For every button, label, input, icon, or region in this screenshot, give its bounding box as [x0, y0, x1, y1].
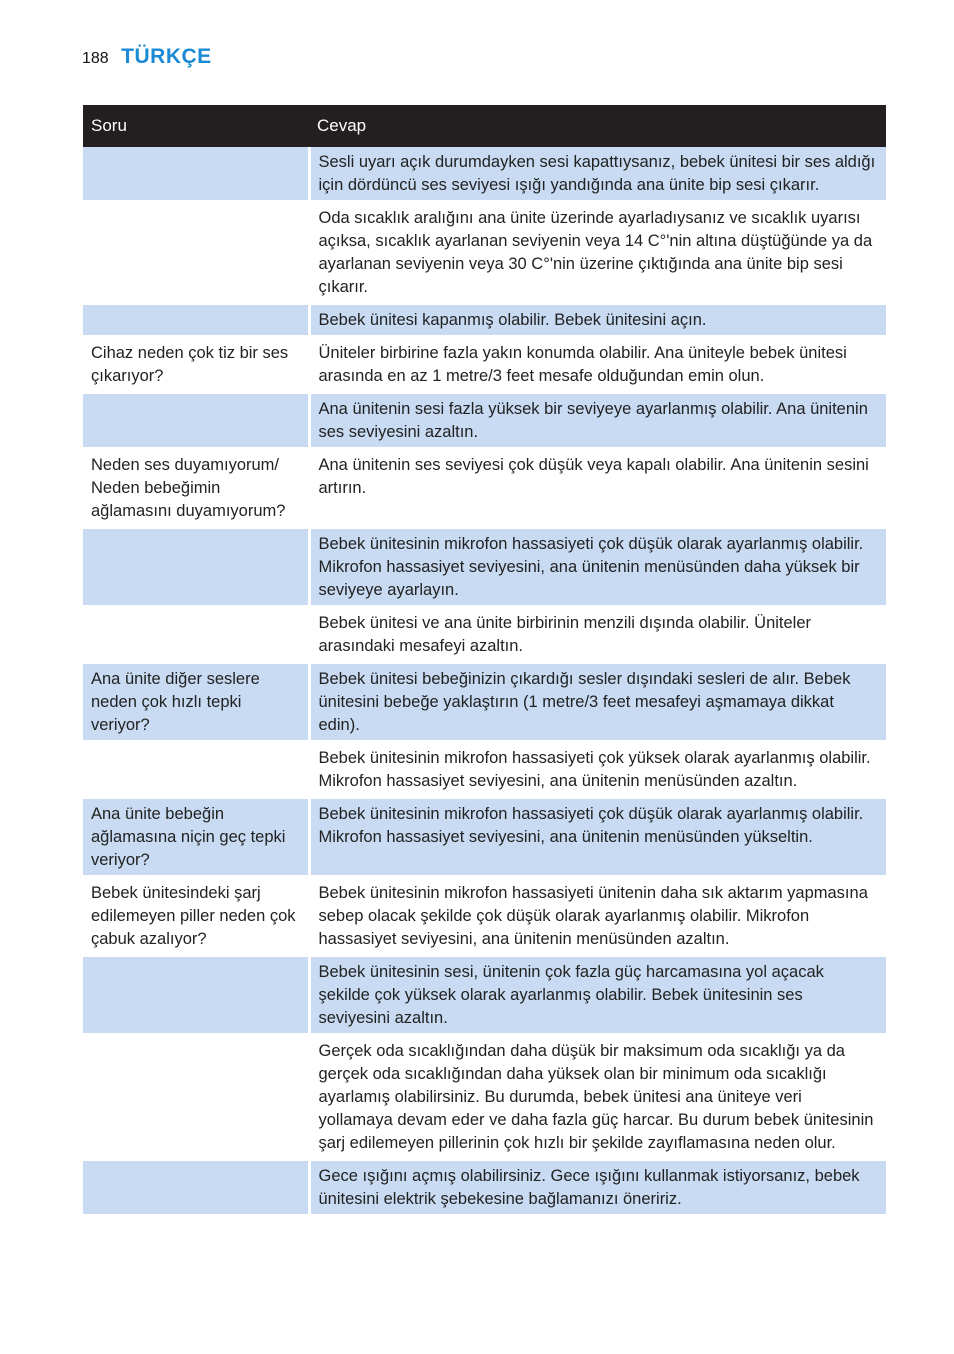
- column-header-answer: Cevap: [309, 105, 886, 147]
- question-cell: [83, 742, 309, 798]
- table-row: [83, 663, 886, 742]
- question-cell: Cihaz neden çok tiz bir ses çıkarıyor?: [83, 337, 309, 393]
- question-cell: [83, 1160, 309, 1215]
- table-row: [83, 528, 886, 607]
- question-cell: [83, 202, 309, 304]
- answer-cell: Bebek ünitesi ve ana ünite birbirinin menzili dışında olabilir. Üniteler arasındaki mesafeyi azaltın.: [309, 607, 886, 663]
- question-cell: [83, 607, 309, 663]
- answer-cell: Bebek ünitesi bebeğinizin çıkardığı sesler dışındaki sesleri de alır. Bebek ünitesini bebeğe yaklaştırın (1 metre/3 feet mesafeyi aşmamaya dikkat edin).: [309, 663, 886, 742]
- table-row: [83, 1035, 886, 1160]
- table-row: [83, 607, 886, 663]
- question-cell: Neden ses duyamıyorum/ Neden bebeğimin ağlamasını duyamıyorum?: [83, 449, 309, 528]
- table-row: [83, 798, 886, 877]
- question-cell: [83, 304, 309, 337]
- question-cell: [83, 956, 309, 1035]
- question-cell: Bebek ünitesindeki şarj edilemeyen piller neden çok çabuk azalıyor?: [83, 877, 309, 956]
- table-row: [83, 449, 886, 528]
- answer-cell: Oda sıcaklık aralığını ana ünite üzerinde ayarladıysanız ve sıcaklık uyarısı açıksa, sıcaklık ayarlanan seviyenin veya 14 C°'nin altına düştüğünde ya da ayarlanan seviyenin veya 30 C°'nin üzerine çıktığında ana ünite bip sesi çıkarır.: [309, 202, 886, 304]
- page-header: [82, 45, 212, 75]
- answer-cell: Gece ışığını açmış olabilirsiniz. Gece ışığını kullanmak istiyorsanız, bebek ünitesini elektrik şebekesine bağlamanızı öneririz.: [309, 1160, 886, 1215]
- troubleshooting-table: [83, 105, 886, 1214]
- question-cell: [83, 147, 309, 202]
- question-cell: [83, 528, 309, 607]
- answer-cell: Sesli uyarı açık durumdayken sesi kapattıysanız, bebek ünitesi bir ses aldığı için dördüncü ses seviyesi ışığı yandığında ana ünite bip sesi çıkarır.: [309, 147, 886, 202]
- answer-cell: Ana ünitenin ses seviyesi çok düşük veya kapalı olabilir. Ana ünitenin sesini artırın.: [309, 449, 886, 528]
- table-row: [83, 304, 886, 337]
- question-cell: Ana ünite diğer seslere neden çok hızlı tepki veriyor?: [83, 663, 309, 742]
- table-row: [83, 877, 886, 956]
- question-cell: [83, 1035, 309, 1160]
- answer-cell: Ana ünitenin sesi fazla yüksek bir seviyeye ayarlanmış olabilir. Ana ünitenin ses seviyesini azaltın.: [309, 393, 886, 449]
- table-row: [83, 956, 886, 1035]
- question-cell: [83, 393, 309, 449]
- table-row: [83, 337, 886, 393]
- answer-cell: Üniteler birbirine fazla yakın konumda olabilir. Ana üniteyle bebek ünitesi arasında en az 1 metre/3 feet mesafe olduğundan emin olun.: [309, 337, 886, 393]
- answer-cell: Bebek ünitesinin mikrofon hassasiyeti çok düşük olarak ayarlanmış olabilir. Mikrofon hassasiyet seviyesini, ana ünitenin menüsünden yükseltin.: [309, 798, 886, 877]
- table-row: [83, 1160, 886, 1215]
- answer-cell: Bebek ünitesinin mikrofon hassasiyeti çok düşük olarak ayarlanmış olabilir. Mikrofon hassasiyet seviyesini, ana ünitenin menüsünden daha yüksek bir seviyeye ayarlayın.: [309, 528, 886, 607]
- table-header-row: [83, 105, 886, 147]
- table-row: [83, 202, 886, 304]
- page-number: 188: [82, 50, 109, 67]
- section-title: TÜRKÇE: [121, 45, 212, 68]
- table-row: [83, 742, 886, 798]
- answer-cell: Gerçek oda sıcaklığından daha düşük bir maksimum oda sıcaklığı ya da gerçek oda sıcaklığından daha yüksek olan bir minimum oda sıcaklığı ayarlamış olabilirsiniz. Bu durumda, bebek ünitesi ana üniteye veri yollamaya devam eder ve daha fazla güç harcar. Bu durum bebek ünitesinin şarj edilemeyen pillerinin çok hızlı bir şekilde zayıflamasına neden olur.: [309, 1035, 886, 1160]
- answer-cell: Bebek ünitesinin mikrofon hassasiyeti ünitenin daha sık aktarım yapmasına sebep olacak şekilde çok düşük olarak ayarlanmış olabilir. Mikrofon hassasiyet seviyesini, ana ünitenin menüsünden azaltın.: [309, 877, 886, 956]
- table-row: [83, 393, 886, 449]
- column-header-question: Soru: [83, 105, 309, 147]
- question-cell: Ana ünite bebeğin ağlamasına niçin geç tepki veriyor?: [83, 798, 309, 877]
- answer-cell: Bebek ünitesinin mikrofon hassasiyeti çok yüksek olarak ayarlanmış olabilir. Mikrofon hassasiyet seviyesini, ana ünitenin menüsünden azaltın.: [309, 742, 886, 798]
- table-row: [83, 147, 886, 202]
- answer-cell: Bebek ünitesi kapanmış olabilir. Bebek ünitesini açın.: [309, 304, 886, 337]
- answer-cell: Bebek ünitesinin sesi, ünitenin çok fazla güç harcamasına yol açacak şekilde çok yüksek olarak ayarlanmış olabilir. Bebek ünitesinin ses seviyesini azaltın.: [309, 956, 886, 1035]
